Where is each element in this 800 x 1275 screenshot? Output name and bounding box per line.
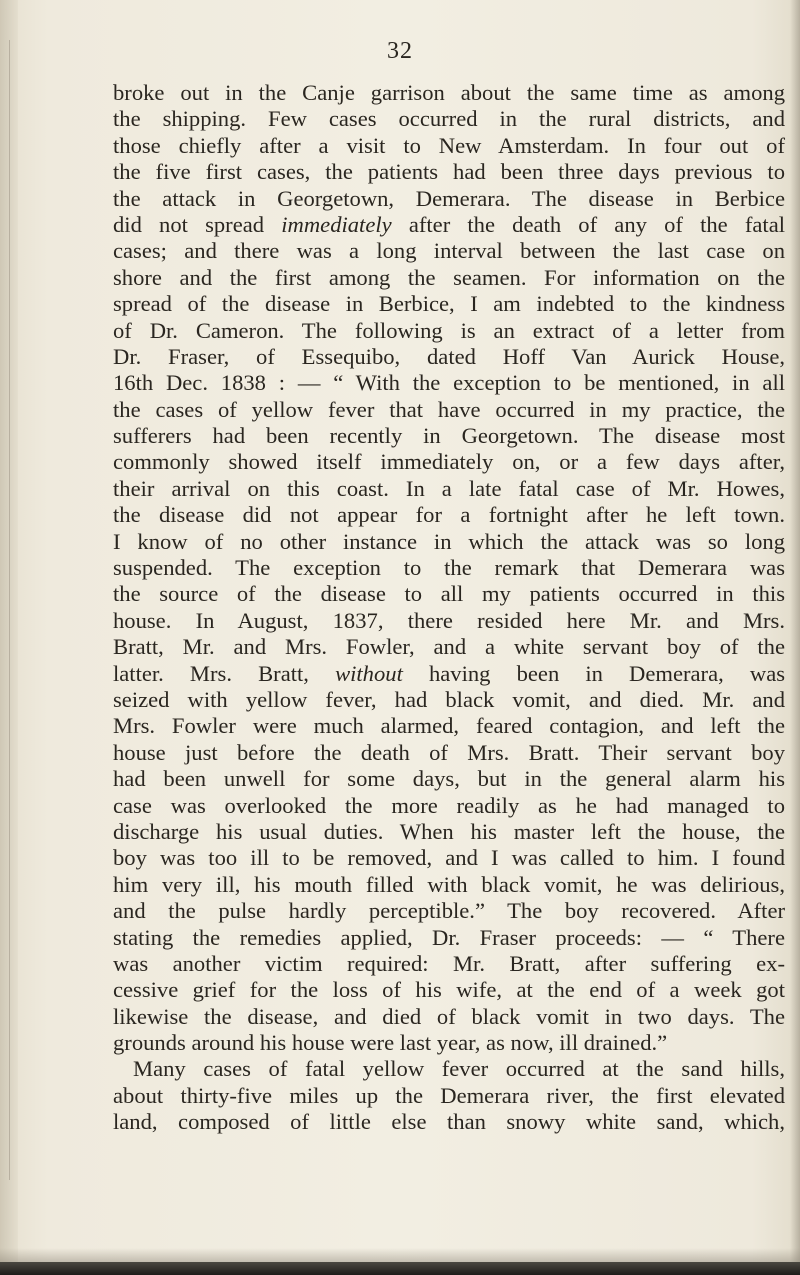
text-line: land, composed of little else than snowy white sand, which,: [113, 1109, 785, 1135]
binding-shadow-line: [9, 40, 10, 1180]
text-line: grounds around his house were last year, as now, ill drained.”: [113, 1030, 668, 1056]
text-line: spread of the disease in Berbice, I am indebted to the kindness: [113, 291, 785, 317]
text-line: the cases of yellow fever that have occurred in my practice, the: [113, 396, 785, 422]
text-line: Mrs. Fowler were much alarmed, feared contagion, and left the: [113, 713, 785, 739]
text-line: Many cases of fatal yellow fever occurred at the sand hills,: [133, 1056, 785, 1082]
text-line: did not spread immediately after the death of any of the fatal: [113, 211, 785, 237]
text-line: the five first cases, the patients had been three days previous to: [113, 159, 785, 185]
text-line: stating the remedies applied, Dr. Fraser proceeds: — “ There: [113, 924, 785, 950]
text-line: likewise the disease, and died of black vomit in two days. The: [113, 1003, 785, 1029]
page-number: 32: [387, 38, 413, 64]
text-line: about thirty-five miles up the Demerara river, the first elevated: [113, 1082, 785, 1108]
text-line: boy was too ill to be removed, and I was called to him. I found: [113, 845, 785, 871]
text-line: Dr. Fraser, of Essequibo, dated Hoff Van Aurick House,: [113, 343, 785, 369]
text-line: discharge his usual duties. When his master left the house, the: [113, 818, 785, 844]
text-line: their arrival on this coast. In a late fatal case of Mr. Howes,: [113, 475, 785, 501]
text-line: the attack in Georgetown, Demerara. The disease in Berbice: [113, 185, 785, 211]
text-line: and the pulse hardly perceptible.” The boy recovered. After: [113, 898, 785, 924]
text-line: commonly showed itself immediately on, or a few days after,: [113, 449, 785, 475]
text-line: the source of the disease to all my patients occurred in this: [113, 581, 785, 607]
text-line: house just before the death of Mrs. Bratt. Their servant boy: [113, 739, 785, 765]
text-line: suspended. The exception to the remark that Demerara was: [113, 555, 785, 581]
text-line: 16th Dec. 1838 : — “ With the exception to be mentioned, in all: [113, 370, 785, 396]
page-right-edge: [790, 0, 800, 1275]
text-line: was another victim required: Mr. Bratt, after suffering ex-: [113, 950, 785, 976]
text-line: I know of no other instance in which the attack was so long: [113, 528, 785, 554]
text-line: case was overlooked the more readily as he had managed to: [113, 792, 785, 818]
text-line: broke out in the Canje garrison about the same time as among: [113, 80, 785, 105]
text-line: him very ill, his mouth filled with black vomit, he was delirious,: [113, 871, 785, 897]
text-line: had been unwell for some days, but in the general alarm his: [113, 766, 785, 792]
text-line: latter. Mrs. Bratt, without having been in Demerara, was: [113, 660, 786, 686]
text-line: the shipping. Few cases occurred in the rural districts, and: [113, 106, 785, 132]
text-line: house. In August, 1837, there resided here Mr. and Mrs.: [113, 607, 785, 633]
text-line: shore and the first among the seamen. For information on the: [113, 264, 785, 290]
text-line: Bratt, Mr. and Mrs. Fowler, and a white servant boy of the: [113, 634, 785, 660]
body-text: [113, 80, 785, 1136]
page-bottom-shadow: [0, 1248, 800, 1262]
text-line: of Dr. Cameron. The following is an extract of a letter from: [113, 317, 785, 343]
text-line: sufferers had been recently in Georgetown. The disease most: [113, 423, 785, 449]
text-line: seized with yellow fever, had black vomit, and died. Mr. and: [113, 686, 785, 712]
text-line: the disease did not appear for a fortnight after he left town.: [113, 502, 785, 528]
text-line: cessive grief for the loss of his wife, at the end of a week got: [113, 977, 785, 1003]
page-bottom-edge: [0, 1262, 800, 1275]
text-line: cases; and there was a long interval between the last case on: [113, 238, 785, 264]
text-line: those chiefly after a visit to New Amsterdam. In four out of: [113, 132, 785, 158]
